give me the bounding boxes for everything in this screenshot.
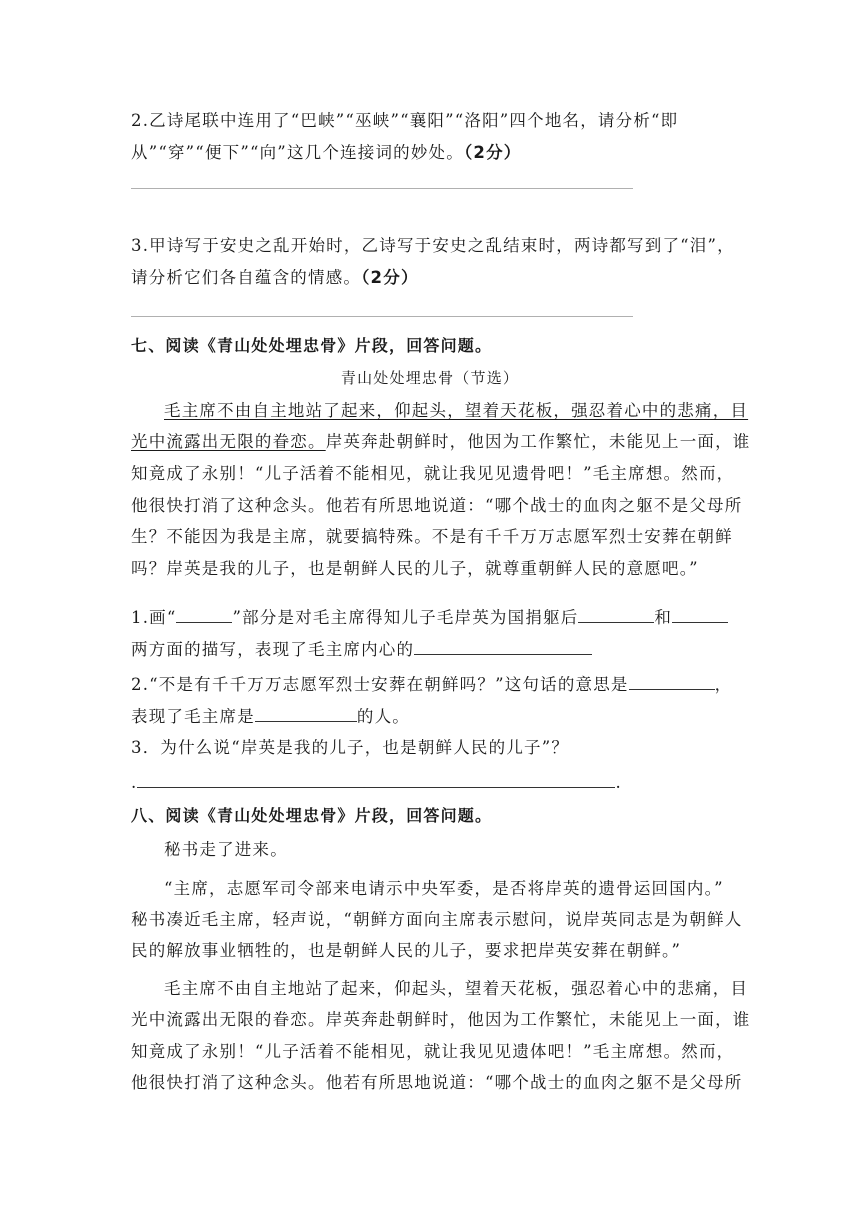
q6-question-3-text: 请分析它们各自蕴含的情感。 (131, 268, 362, 287)
q6-question-2-line-2 (131, 143, 521, 163)
s8-paragraph-3-line-1: 毛主席不由自主地站了起来，仰起头，望着天花板，强忍着心中的悲痛，目 (164, 979, 749, 998)
s8-paragraph-3-line-3: 知竟成了永别！“儿子活着不能相见，就让我见见遗体吧！”毛主席想。然而， (131, 1042, 735, 1061)
s7-q2-line2-b: 的人。 (356, 707, 411, 726)
section-7-heading: 七、阅读《青山处处埋忠骨》片段，回答问题。 (131, 336, 493, 355)
passage-line-2 (131, 432, 751, 452)
q6-question-3-score: （2分） (361, 268, 419, 287)
q6-question-2-line-1: 2.乙诗尾联中连用了“巴峡”“巫峡”“襄阳”“洛阳”四个地名，请分析“即 (131, 111, 679, 130)
s7-q1-line2-text: 两方面的描写，表现了毛主席内心的 (131, 640, 415, 659)
underlined-passage-part-1: 毛主席不由自主地站了起来，仰起头，望着天花板，强忍着心中的悲痛，目 (164, 401, 749, 420)
passage-line-3: 知竟成了永别！“儿子活着不能相见，就让我见见遗骨吧！”毛主席想。然而， (131, 464, 735, 483)
blank-q1-feeling[interactable] (414, 638, 592, 655)
s8-paragraph-1: 秘书走了进来。 (164, 840, 288, 859)
q6-question-3-line-2 (131, 268, 419, 288)
s8-paragraph-3-line-2: 光中流露出无限的眷恋。岸英奔赴朝鲜时，他因为工作繁忙，未能见上一面，谁 (131, 1010, 751, 1029)
s7-q1-part-b: ”部分是对毛主席得知儿子毛岸英为国捐躯后 (232, 608, 579, 627)
passage-line-4: 他很快打消了这种念头。他若有所思地说道：“哪个战士的血肉之躯不是父母所 (131, 496, 743, 515)
blank-q2-person[interactable] (255, 705, 357, 722)
blank-q3-answer[interactable] (137, 771, 615, 788)
s8-paragraph-2-line-2: 秘书凑近毛主席，轻声说，“朝鲜方面向主席表示慰问，说岸英同志是为朝鲜人 (131, 910, 743, 929)
blank-q1-aspect-2[interactable] (672, 606, 728, 623)
answer-line-q6-3 (131, 316, 633, 317)
passage-line-6: 吗？岸英是我的儿子，也是朝鲜人民的儿子，就尊重朝鲜人民的意愿吧。” (131, 559, 699, 578)
s7-question-3-answer-line (131, 771, 622, 793)
passage-line-1 (164, 401, 748, 421)
s7-q1-part-a: 1.画“ (131, 608, 177, 627)
passage-line-2-rest: 岸英奔赴朝鲜时，他因为工作繁忙，未能见上一面，谁 (325, 432, 751, 451)
passage-line-5: 生？不能因为我是主席，就要搞特殊。不是有千千万万志愿军烈士安葬在朝鲜 (131, 527, 733, 546)
blank-q1-marker[interactable] (176, 606, 232, 623)
s8-paragraph-2-line-3: 民的解放事业牺牲的，也是朝鲜人民的儿子，要求把岸英安葬在朝鲜。” (131, 941, 682, 960)
s7-q2-line2-a: 表现了毛主席是 (131, 707, 255, 726)
s7-q2-part-b: ， (714, 675, 733, 694)
underlined-passage-part-2: 光中流露出无限的眷恋。 (131, 432, 326, 451)
blank-q1-aspect-1[interactable] (578, 606, 654, 623)
s7-question-2-line-1 (131, 673, 732, 695)
q6-question-2-text: 从”“穿”“便下”“向”这几个连接词的妙处。 (131, 143, 464, 162)
s7-q1-part-c: 和 (654, 608, 673, 627)
blank-q2-meaning[interactable] (629, 673, 715, 690)
q6-question-2-score: （2分） (463, 143, 522, 162)
s7-question-2-line-2 (131, 705, 410, 727)
section-8-heading: 八、阅读《青山处处埋忠骨》片段，回答问题。 (131, 806, 493, 825)
passage-title: 青山处处埋忠骨（节选） (340, 369, 520, 387)
s7-q2-part-a: 2.“不是有千千万万志愿军烈士安葬在朝鲜吗？”这句话的意思是 (131, 675, 629, 694)
q6-question-3-line-1: 3.甲诗写于安史之乱开始时，乙诗写于安史之乱结束时，两诗都写到了“泪”， (131, 236, 735, 255)
s7-question-3: 3．为什么说“岸英是我的儿子，也是朝鲜人民的儿子”？ (131, 738, 570, 757)
s7-question-1-line-1 (131, 606, 728, 628)
answer-line-dot-end: . (615, 773, 622, 792)
answer-line-dot-start: . (131, 773, 138, 792)
s8-paragraph-3-line-4: 他很快打消了这种念头。他若有所思地说道：“哪个战士的血肉之躯不是父母所 (131, 1073, 743, 1092)
s8-paragraph-2-line-1: “主席，志愿军司令部来电请示中央军委，是否将岸英的遗骨运回国内。” (164, 879, 724, 898)
answer-line-q6-2 (131, 188, 633, 189)
s7-question-1-line-2 (131, 638, 592, 660)
